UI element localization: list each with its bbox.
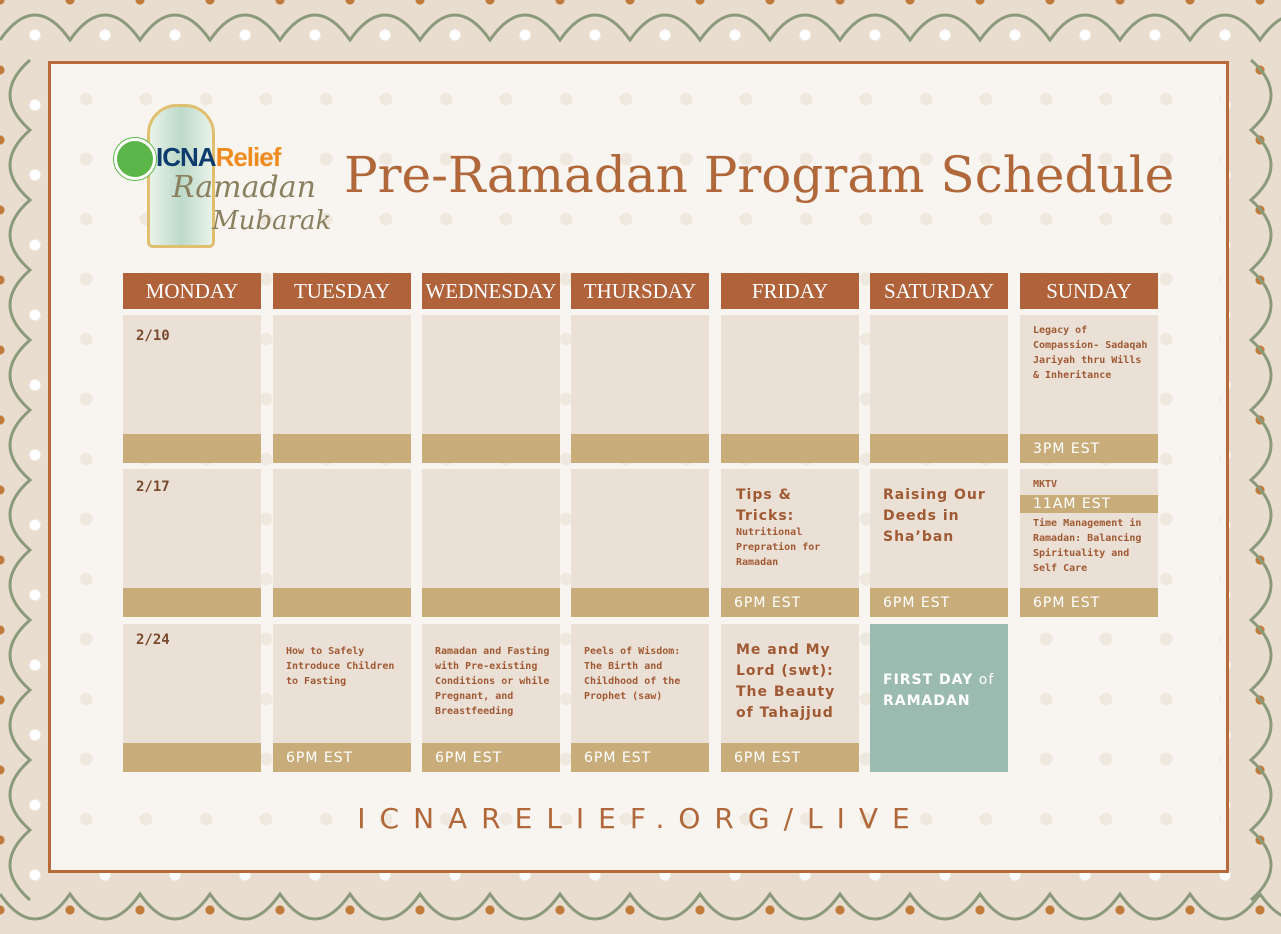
time-bar: [123, 434, 261, 463]
event-time: 6PM EST: [422, 743, 560, 772]
calendar-cell: [123, 469, 261, 617]
calendar-cell: [721, 315, 859, 463]
calendar-cell: [422, 469, 560, 617]
event-time: 6PM EST: [273, 743, 411, 772]
event-cell: [273, 624, 411, 772]
event-title: Peels of Wisdom: The Birth and Childhood of the Prophet (saw): [584, 646, 681, 702]
event-cell: [571, 624, 709, 772]
week-date: 2/24: [136, 632, 170, 648]
time-bar: [273, 588, 411, 617]
event-title: Time Management in Ramadan: Balancing Spirituality and Self Care: [1033, 518, 1142, 574]
footer-url-link[interactable]: ICNARELIEF.ORG/LIVE: [357, 802, 924, 835]
event-time: 6PM EST: [1020, 588, 1158, 617]
calendar-cell: [273, 469, 411, 617]
logo-script-ramadan: Ramadan: [172, 170, 316, 205]
time-bar: [721, 434, 859, 463]
event-title: Raising Our Deeds in Sha’ban: [883, 487, 986, 545]
event-title: How to Safely Introduce Children to Fasting: [286, 646, 395, 687]
event-time: 6PM EST: [870, 588, 1008, 617]
event-title: Legacy of Compassion- Sadaqah Jariyah thru Wills & Inheritance: [1033, 325, 1148, 381]
time-bar: [422, 588, 560, 617]
calendar-cell: [870, 315, 1008, 463]
event-cell: [1020, 469, 1158, 617]
event-time: 3PM EST: [1020, 434, 1158, 463]
time-bar: [571, 434, 709, 463]
event-time: 6PM EST: [571, 743, 709, 772]
day-header-sunday: SUNDAY: [1020, 273, 1158, 309]
event-time: 6PM EST: [721, 588, 859, 617]
time-bar: [422, 434, 560, 463]
event-cell: [721, 469, 859, 617]
time-bar: [571, 588, 709, 617]
time-bar: [123, 588, 261, 617]
event-title: Tips & Tricks:: [736, 487, 795, 524]
page-title: Pre-Ramadan Program Schedule: [344, 146, 1175, 204]
calendar-cell: [123, 315, 261, 463]
event-cell: [422, 624, 560, 772]
time-bar: [123, 743, 261, 772]
event-title: Ramadan and Fasting with Pre-existing Conditions or while Pregnant, and Breastfeeding: [435, 646, 550, 717]
day-header-monday: MONDAY: [123, 273, 261, 309]
first-day-of-ramadan-text: FIRST DAY of RAMADAN: [883, 672, 995, 709]
calendar-cell: [571, 469, 709, 617]
logo-script-mubarak: Mubarak: [212, 206, 332, 236]
day-header-saturday: SATURDAY: [870, 273, 1008, 309]
week-date: 2/10: [136, 328, 170, 344]
brand-name: ICNARelief: [156, 142, 281, 172]
first-day-of-ramadan-cell: [870, 624, 1008, 772]
time-bar: [273, 434, 411, 463]
event-cell: [721, 624, 859, 772]
day-header-thursday: THURSDAY: [571, 273, 709, 309]
event-subtitle: Nutritional Prepration for Ramadan: [736, 527, 821, 568]
calendar-cell: [123, 624, 261, 772]
badge-icon: [114, 138, 156, 180]
day-header-tuesday: TUESDAY: [273, 273, 411, 309]
calendar-cell: [422, 315, 560, 463]
event-label: MKTV: [1033, 479, 1058, 490]
calendar-cell: [571, 315, 709, 463]
event-cell: [1020, 315, 1158, 463]
time-bar: [870, 434, 1008, 463]
day-header-friday: FRIDAY: [721, 273, 859, 309]
event-time-top: 11AM EST: [1020, 495, 1158, 513]
event-title: Me and My Lord (swt): The Beauty of Tahajjud: [736, 642, 836, 721]
calendar-cell: [273, 315, 411, 463]
icna-relief-ramadan-logo: [112, 100, 332, 250]
event-cell: [870, 469, 1008, 617]
week-date: 2/17: [136, 479, 170, 495]
event-time: 6PM EST: [721, 743, 859, 772]
day-header-wednesday: WEDNESDAY: [422, 273, 560, 309]
